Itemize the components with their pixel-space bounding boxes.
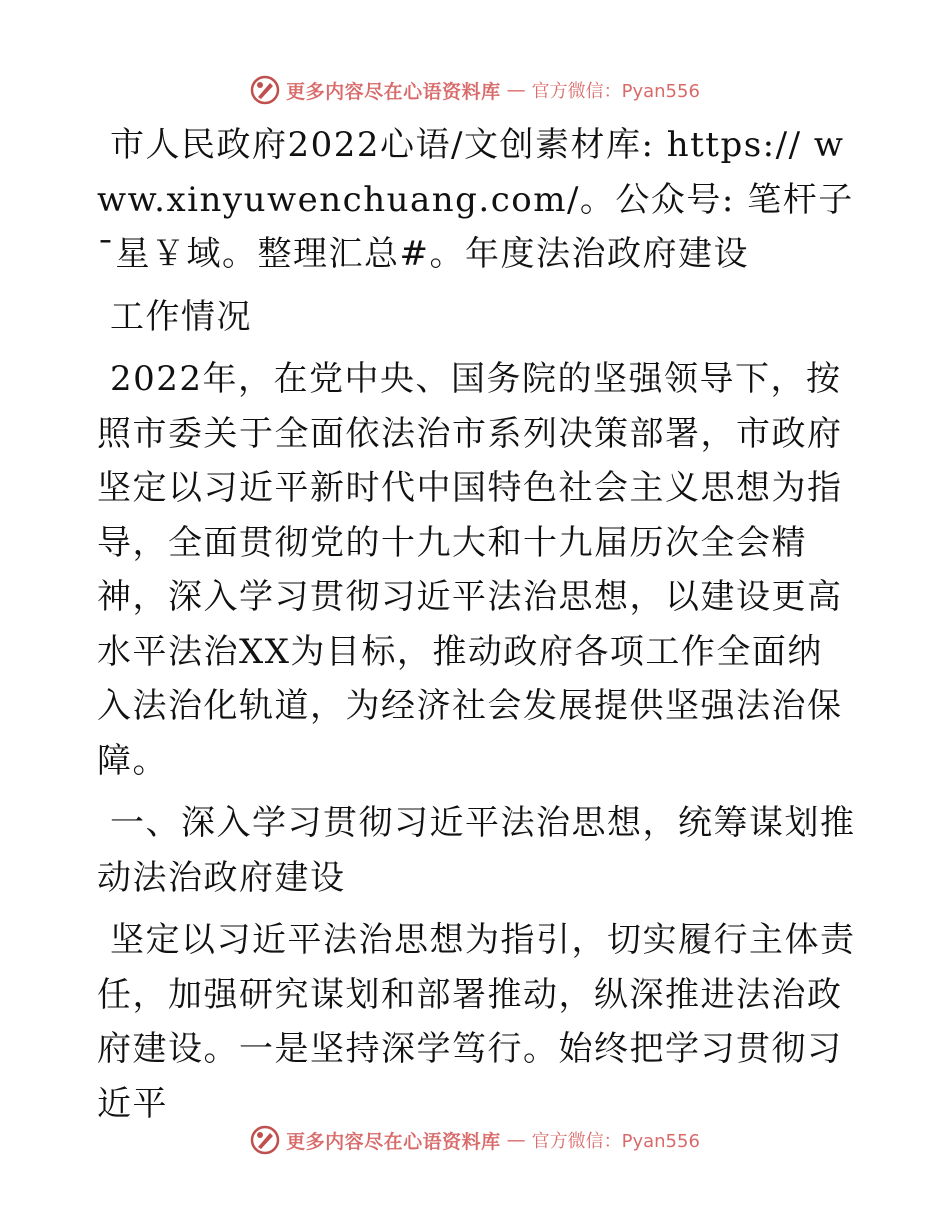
document-title-line: 工作情况 [110, 296, 252, 337]
watermark-contact: 官方微信：Pyan556 [531, 81, 700, 102]
watermark-separator: — [506, 1129, 526, 1151]
paragraph-1: 2022年，在党中央、国务院的坚强领导下，按照市委关于全面依法治市系列决策部署，市政府坚定以习近平新时代中国特色社会主义思想为指导，全面贯彻党的十九大和十九届历次全会精神，深入学习贯彻习近平法治思想，以建设更高水平法治XX为目标，推动政府各项工作全面纳入法治化轨道，为经济社会发展提供坚强法治保障。 [97, 359, 843, 781]
watermark-banner-top [0, 70, 950, 110]
watermark-banner-bottom [0, 1120, 950, 1160]
watermark-text: 更多内容尽在心语资料库 [286, 1130, 501, 1153]
watermark-contact: 官方微信：Pyan556 [531, 1131, 700, 1152]
section-heading-1: 一、深入学习贯彻习近平法治思想，统筹谋划推动法治政府建设 [97, 803, 856, 898]
logo-icon [250, 1125, 280, 1155]
watermark-text: 更多内容尽在心语资料库 [286, 80, 501, 103]
watermark-separator: — [506, 79, 526, 101]
document-intro: 市人民政府2022心语/文创素材库: https:// www.xinyuwenchuang.com/。公众号: 笔杆子¯星￥域。整理汇总#。年度法治政府建设 [97, 125, 854, 274]
logo-icon [250, 75, 280, 105]
paragraph-2: 坚定以习近平法治思想为指引，切实履行主体责任，加强研究谋划和部署推动，纵深推进法治政府建设。一是坚持深学笃行。始终把学习贯彻习近平 [97, 920, 856, 1124]
document-body [97, 118, 857, 1131]
